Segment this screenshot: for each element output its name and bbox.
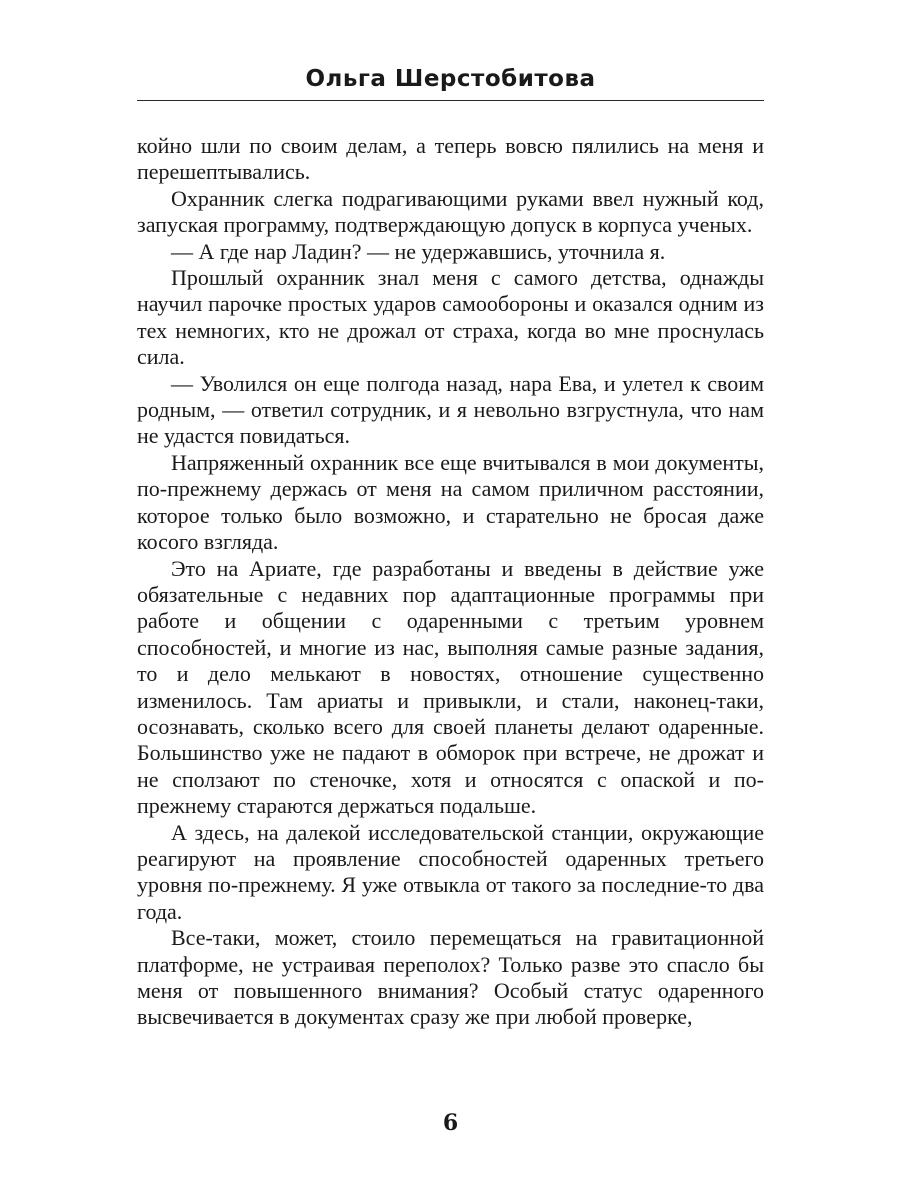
running-head-author: Ольга Шерстобитова — [305, 66, 596, 92]
paragraph: Все-таки, может, стоило перемещаться на гравитационной платформе, не устраивая переполох? Только разве это спасло бы меня от повышенного внимания? Особый статус одаренного высвечивается в документах сразу же при любой проверке, — [137, 925, 764, 1030]
page-number: 6 — [442, 1110, 459, 1136]
paragraph: — Уволился он еще полгода назад, нара Ева, и улетел к своим родным, — ответил сотрудник, и я невольно взгрустнула, что нам не удастся повидаться. — [137, 370, 764, 449]
paragraph: Прошлый охранник знал меня с самого детства, однажды научил парочке простых ударов самообороны и оказался одним из тех немногих, кто не дрожал от страха, когда во мне проснулась сила. — [137, 265, 764, 370]
header-rule — [137, 100, 764, 101]
paragraph: — А где нар Ладин? — не удержавшись, уточнила я. — [171, 238, 666, 264]
paragraph: койно шли по своим делам, а теперь вовсю пялились на меня и перешептывались. — [137, 133, 764, 185]
paragraph: Это на Ариате, где разработаны и введены в действие уже обязательные с недавних пор адаптационные программы при работе и общении с одаренными с третьим уровнем способностей, и многие из нас, выполняя самые разные задания, то и дело мелькают в новостях, отношение существенно изменилось. Там ариаты и привыкли, и стали, наконец-таки, осознавать, сколько всего для своей планеты делают одаренные. Большинство уже не падают в обморок при встрече, не дрожат и не сползают по стеночке, хотя и относятся с опаской и по-прежнему стараются держаться подальше. — [137, 555, 764, 819]
paragraph: Охранник слегка подрагивающими руками ввел нужный код, запуская программу, подтверждающую допуск в корпуса ученых. — [137, 185, 764, 238]
body-text — [137, 133, 764, 1031]
paragraph: Напряженный охранник все еще вчитывался в мои документы, по-прежнему держась от меня на самом приличном расстоянии, которое только было возможно, и старательно не бросая даже косого взгляда. — [137, 449, 764, 555]
paragraph: А здесь, на далекой исследовательской станции, окружающие реагируют на проявление способностей одаренных третьего уровня по-прежнему. Я уже отвыкла от такого за последние-то два года. — [137, 819, 764, 924]
